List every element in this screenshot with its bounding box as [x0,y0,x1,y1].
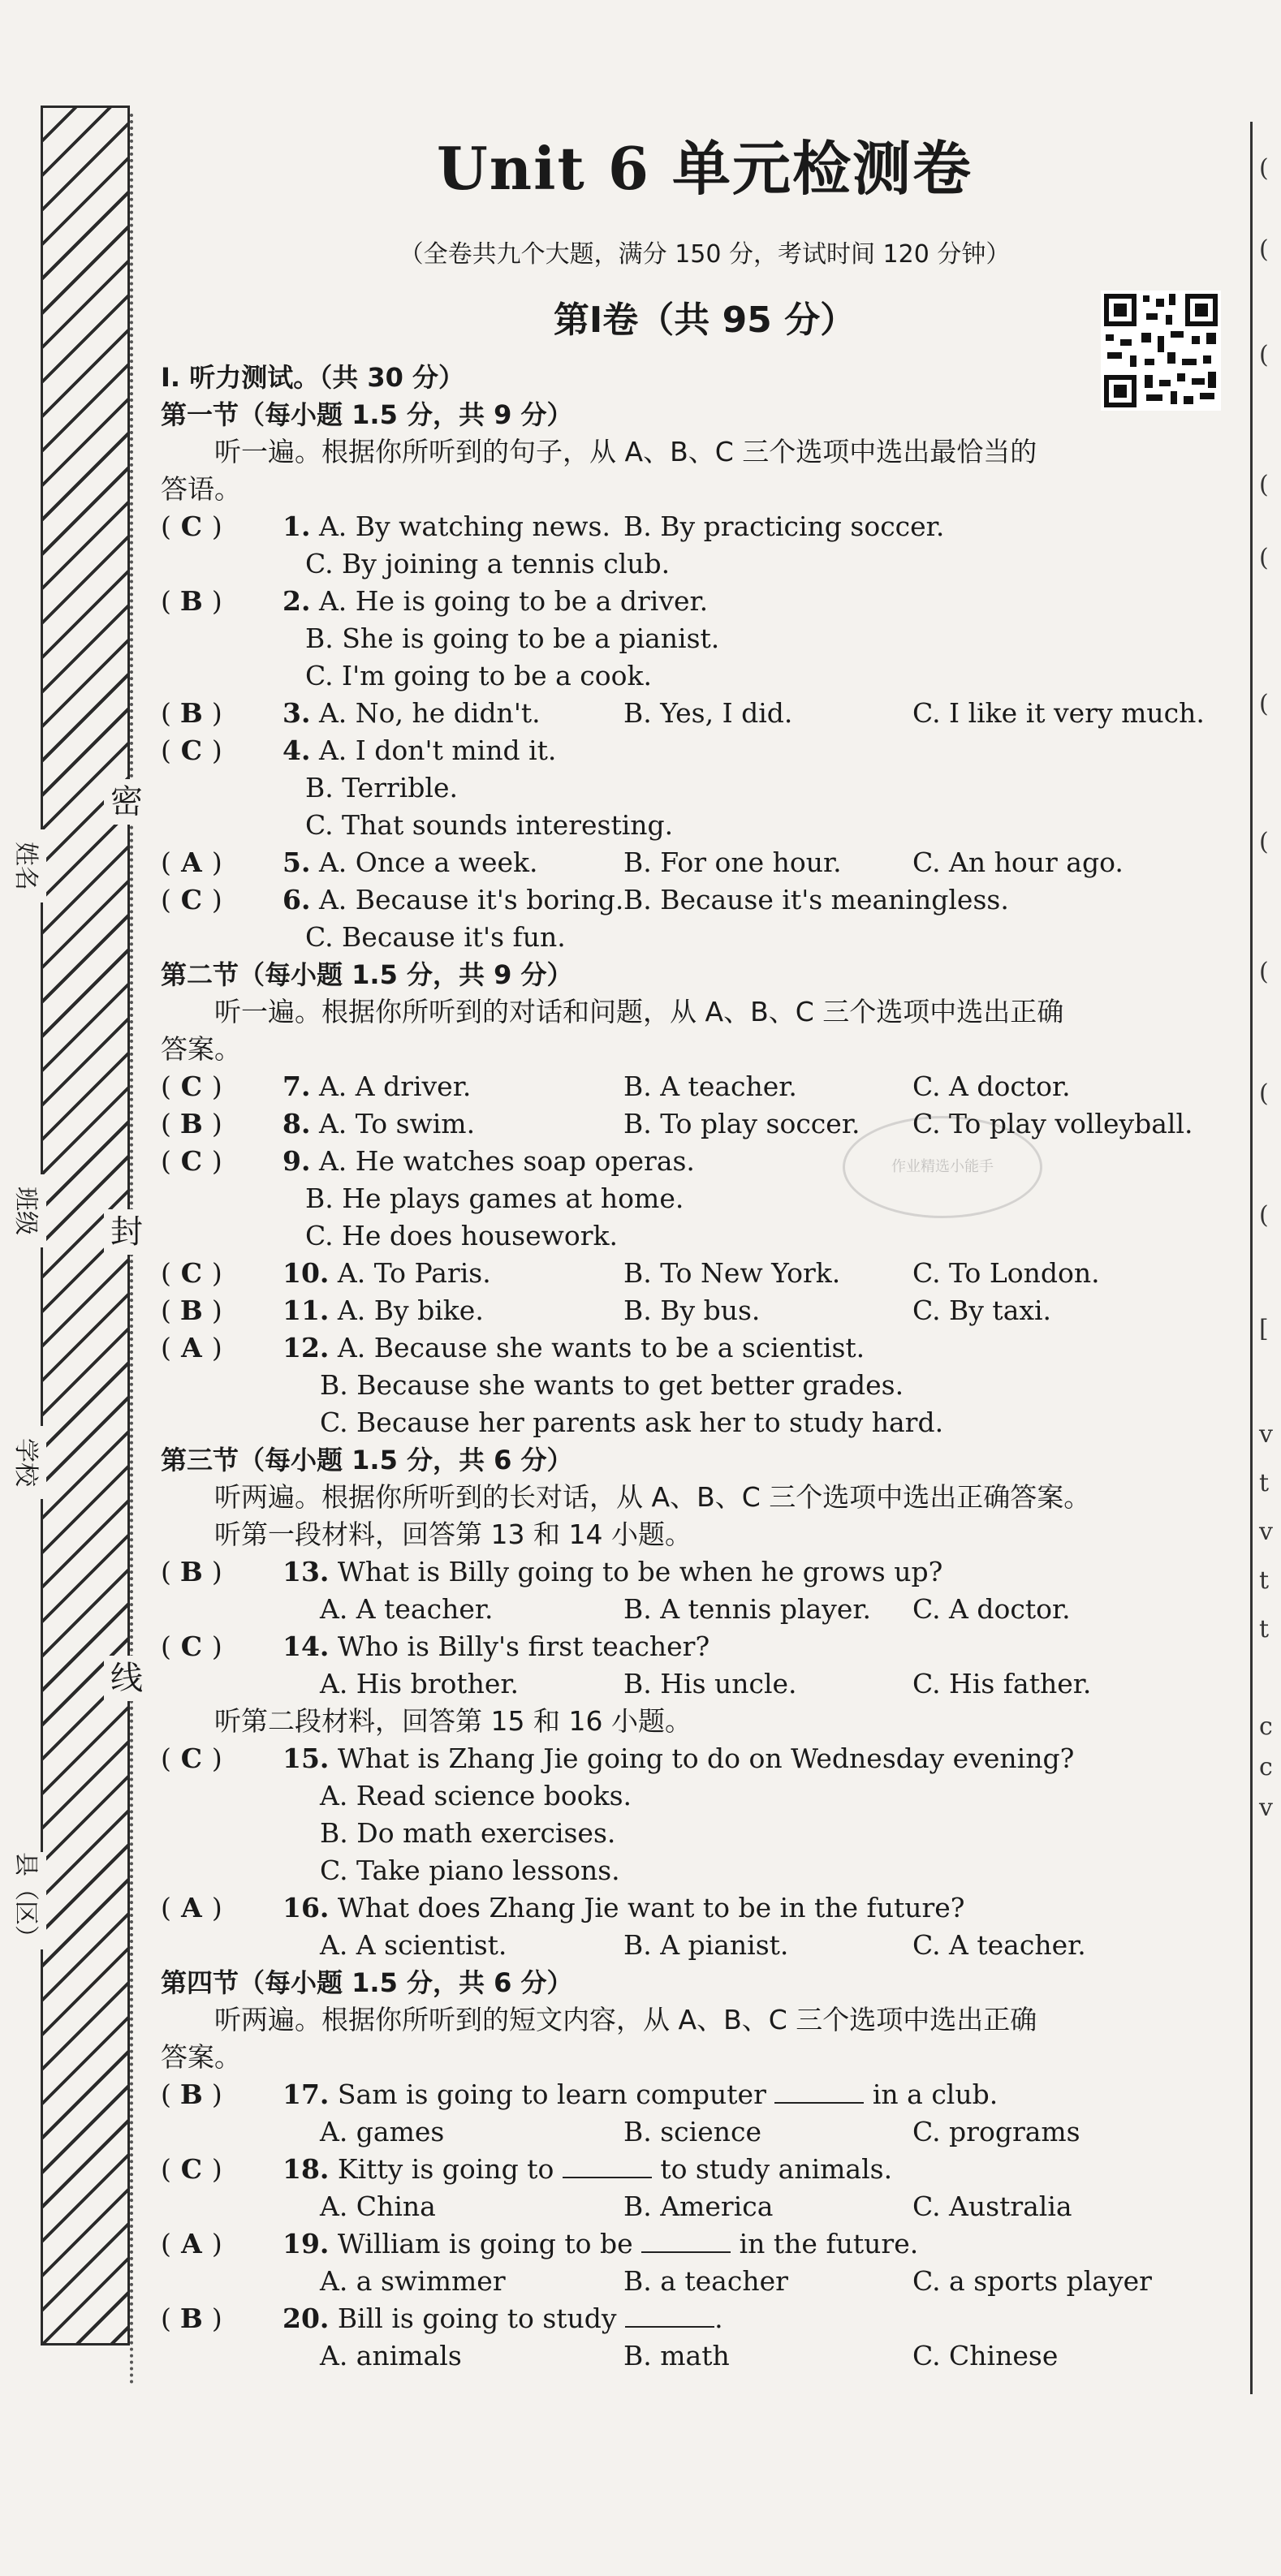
qnum: 19. [283,2228,330,2259]
qnum: 5. [283,846,311,878]
question-4-b-row [161,769,1249,807]
part4-heading: 第四节（每小题 1.5 分，共 6 分） [161,1967,573,1998]
question-6: ( C ) 6. A. Because it's boring. B. Because it's meaningless. [161,881,1249,919]
option-b: B. America [623,2190,774,2222]
question-18: ( C ) 18. Kitty is going to to study animals. [161,2151,1249,2188]
answer-14: C [180,1630,202,1662]
question-2-b-row [161,620,1249,657]
option-b: B. For one hour. [623,846,842,878]
question-15-b-row [161,1815,1249,1852]
question-16-options [161,1927,1249,1964]
answer-18: C [180,2153,202,2185]
question-9-c-row [161,1217,1249,1255]
answer-6: C [180,884,202,915]
question-12-b-row [161,1367,1249,1404]
option-c: C. He does housework. [305,1220,619,1251]
question-stem: What is Zhang Jie going to do on Wednesday evening? [337,1742,1075,1774]
option-a: A. A teacher. [320,1593,494,1625]
question-stem: What does Zhang Jie want to be in the future? [337,1892,965,1923]
option-b: B. To New York. [623,1257,841,1289]
option-c: C. Australia [912,2190,1072,2222]
question-15-c-row [161,1852,1249,1889]
option-c: C. Because it's fun. [305,921,566,953]
option-c: C. programs [912,2116,1080,2147]
qnum: 7. [283,1070,311,1102]
question-4: ( C ) 4. A. I don't mind it. [161,732,1249,769]
option-a: A. He watches soap operas. [318,1145,695,1177]
option-c: C. a sports player [912,2265,1152,2297]
question-20-options [161,2337,1249,2375]
question-7: ( C ) 7. A. A driver. B. A teacher. C. A doctor. [161,1068,1249,1105]
option-b: B. A tennis player. [623,1593,871,1625]
question-13-options [161,1591,1249,1628]
question-4-c-row [161,807,1249,844]
question-stem-end: to study animals. [660,2153,893,2185]
question-19: ( A ) 19. William is going to be in the future. [161,2225,1249,2263]
option-a: A. Read science books. [320,1780,632,1811]
option-b: B. math [623,2340,730,2371]
option-a: A. Because it's boring. [318,884,624,915]
qnum: 11. [283,1294,330,1326]
question-stem: Bill is going to study [337,2302,617,2334]
option-a: A. To Paris. [337,1257,491,1289]
option-c: C. A doctor. [912,1593,1071,1625]
question-12: ( A ) 12. A. Because she wants to be a scientist. [161,1329,1249,1367]
option-c: C. Because her parents ask her to study hard. [320,1406,944,1438]
seal-char-xian: 线 [104,1656,149,1701]
option-a: A. By bike. [337,1294,484,1326]
option-c: C. To play volleyball. [912,1108,1193,1139]
option-b: B. He plays games at home. [305,1182,684,1214]
answer-15: C [180,1742,202,1774]
question-18-options [161,2188,1249,2225]
question-14: ( C ) 14. Who is Billy's first teacher? [161,1628,1249,1665]
option-c: C. To London. [912,1257,1100,1289]
question-stem-end: in the future. [739,2228,919,2259]
qnum: 15. [283,1742,330,1774]
option-b: B. science [623,2116,761,2147]
question-2: ( B ) 2. A. He is going to be a driver. [161,583,1249,620]
field-class-label: 班级 [11,1174,46,1247]
section-heading: Ⅰ. 听力测试。（共 30 分） [161,362,465,393]
option-a: A. To swim. [318,1108,476,1139]
option-b: B. A teacher. [623,1070,797,1102]
part3-material2: 听第二段材料，回答第 15 和 16 小题。 [214,1705,692,1737]
answer-11: B [179,1294,203,1326]
answer-13: B [179,1556,203,1587]
option-a: A. A driver. [318,1070,472,1102]
question-10: ( C ) 10. A. To Paris. B. To New York. C. To London. [161,1255,1249,1292]
option-a: A. animals [320,2340,462,2371]
volume-heading: 第Ⅰ卷（共 95 分） [553,299,856,341]
option-b: B. a teacher [623,2265,788,2297]
question-stem: Who is Billy's first teacher? [337,1630,710,1662]
watermark-stamp: 作业精选小能手 [843,1116,1042,1218]
part1-instruction: 听一遍。根据你所听到的句子，从 A、B、C 三个选项中选出最恰当的 [214,436,1037,467]
question-stem: What is Billy going to be when he grows up? [337,1556,943,1587]
option-c: C. That sounds interesting. [305,809,674,841]
qnum: 8. [283,1108,311,1139]
answer-5: A [181,846,202,878]
question-3: ( B ) 3. A. No, he didn't. B. Yes, I did. C. I like it very much. [161,695,1249,732]
answer-1: C [180,510,202,542]
answer-7: C [180,1070,202,1102]
option-a: A. Once a week. [318,846,538,878]
qnum: 16. [283,1892,330,1923]
binding-strip [0,0,142,2435]
answer-3: B [179,697,203,729]
answer-2: B [179,585,203,617]
qnum: 12. [283,1332,330,1363]
field-district-label: 县（区） [11,1852,46,1949]
question-13: ( B ) 13. What is Billy going to be when he grows up? [161,1553,1249,1591]
option-a: A. His brother. [320,1668,520,1699]
question-9: ( C ) 9. A. He watches soap operas. [161,1143,1249,1180]
part4-instruction: 听两遍。根据你所听到的短文内容，从 A、B、C 三个选项中选出正确 [214,2004,1037,2035]
part1-instruction-cont: 答语。 [161,473,241,505]
exam-subtitle: （全卷共九个大题，满分 150 分，考试时间 120 分钟） [399,240,1011,269]
answer-8: B [179,1108,203,1139]
option-c: C. Take piano lessons. [320,1854,620,1886]
option-c: C. By taxi. [912,1294,1052,1326]
qnum: 13. [283,1556,330,1587]
option-a: A. He is going to be a driver. [318,585,709,617]
qnum: 9. [283,1145,311,1177]
option-c: C. A teacher. [912,1929,1086,1961]
answer-19: A [181,2228,202,2259]
question-14-options [161,1665,1249,1703]
part1-heading: 第一节（每小题 1.5 分，共 9 分） [161,399,573,430]
option-c: C. I like it very much. [912,697,1205,729]
answer-4: C [180,734,202,766]
part3-instruction: 听两遍。根据你所听到的长对话，从 A、B、C 三个选项中选出正确答案。 [214,1481,1091,1513]
question-20: ( B ) 20. Bill is going to study . [161,2300,1249,2337]
option-a: A. a swimmer [320,2265,506,2297]
question-15: ( C ) 15. What is Zhang Jie going to do on Wednesday evening? [161,1740,1249,1777]
field-name-label: 姓名 [11,829,46,902]
qnum: 4. [283,734,311,766]
part3-heading: 第三节（每小题 1.5 分，共 6 分） [161,1445,573,1475]
option-b: B. Because it's meaningless. [623,884,1009,915]
qnum: 3. [283,697,311,729]
question-stem-end: in a club. [872,2078,998,2110]
option-a: A. I don't mind it. [318,734,557,766]
qnum: 20. [283,2302,330,2334]
answer-blank [774,2078,864,2104]
question-17-options [161,2113,1249,2151]
option-b: B. By practicing soccer. [623,510,945,542]
qnum: 17. [283,2078,330,2110]
question-16: ( A ) 16. What does Zhang Jie want to be in the future? [161,1889,1249,1927]
question-19-options [161,2263,1249,2300]
option-c: C. Chinese [912,2340,1059,2371]
question-1: ( C ) 1. A. By watching news. B. By practicing soccer. [161,508,1249,545]
question-11: ( B ) 11. A. By bike. B. By bus. C. By taxi. [161,1292,1249,1329]
seal-char-mi: 密 [104,779,149,825]
option-a: A. games [320,2116,445,2147]
option-b: B. Yes, I did. [623,697,793,729]
option-c: C. I'm going to be a cook. [305,660,652,691]
option-b: B. By bus. [623,1294,761,1326]
qnum: 6. [283,884,311,915]
option-a: A. A scientist. [320,1929,507,1961]
part4-instruction-cont: 答案。 [161,2041,241,2073]
answer-20: B [179,2302,203,2334]
question-6-c-row [161,919,1249,956]
option-a: A. Because she wants to be a scientist. [337,1332,865,1363]
qnum: 2. [283,585,311,617]
question-1-option-c-row [161,545,1249,583]
question-5: ( A ) 5. A. Once a week. B. For one hour. C. An hour ago. [161,844,1249,881]
answer-16: A [181,1892,202,1923]
question-12-c-row [161,1404,1249,1441]
part2-instruction: 听一遍。根据你所听到的对话和问题，从 A、B、C 三个选项中选出正确 [214,996,1064,1027]
field-school-label: 学校 [11,1426,46,1499]
option-a: A. China [320,2190,436,2222]
question-stem-end: . [714,2302,723,2334]
option-c: C. By joining a tennis club. [305,548,671,579]
option-c: C. A doctor. [912,1070,1071,1102]
answer-blank [641,2227,731,2253]
option-b: B. Terrible. [305,772,459,803]
option-a: A. By watching news. [318,510,610,542]
part2-instruction-cont: 答案。 [161,1033,241,1065]
part2-heading: 第二节（每小题 1.5 分，共 9 分） [161,959,573,990]
answer-12: A [181,1332,202,1363]
answer-blank [625,2302,714,2328]
question-9-b-row [161,1180,1249,1217]
qnum: 18. [283,2153,330,2185]
option-b: B. A pianist. [623,1929,789,1961]
qnum: 10. [283,1257,330,1289]
qnum: 14. [283,1630,330,1662]
qnum: 1. [283,510,311,542]
answer-9: C [180,1145,202,1177]
option-b: B. She is going to be a pianist. [305,622,720,654]
question-stem: Sam is going to learn computer [337,2078,766,2110]
option-b: B. Because she wants to get better grades. [320,1369,904,1401]
answer-17: B [179,2078,203,2110]
option-c: C. An hour ago. [912,846,1124,878]
option-a: A. No, he didn't. [318,697,541,729]
seal-char-feng: 封 [104,1209,149,1255]
question-2-c-row [161,657,1249,695]
option-c: C. His father. [912,1668,1092,1699]
question-stem: Kitty is going to [337,2153,554,2185]
page-title: Unit 6 单元检测卷 [437,134,973,203]
question-15-a-row [161,1777,1249,1815]
question-8: ( B ) 8. A. To swim. B. To play soccer. C. To play volleyball. [161,1105,1249,1143]
question-stem: William is going to be [337,2228,633,2259]
right-edge-column: ( ( ( ( ( ( ( ( ( ( [ v t v t t c c v [1250,122,1281,2394]
question-17: ( B ) 17. Sam is going to learn computer in a club. [161,2076,1249,2113]
part3-material1: 听第一段材料，回答第 13 和 14 小题。 [214,1518,692,1550]
answer-10: C [180,1257,202,1289]
option-b: B. His uncle. [623,1668,797,1699]
answer-blank [563,2152,652,2178]
option-b: B. Do math exercises. [320,1817,616,1849]
exam-content [161,122,1249,2375]
option-b: B. To play soccer. [623,1108,860,1139]
